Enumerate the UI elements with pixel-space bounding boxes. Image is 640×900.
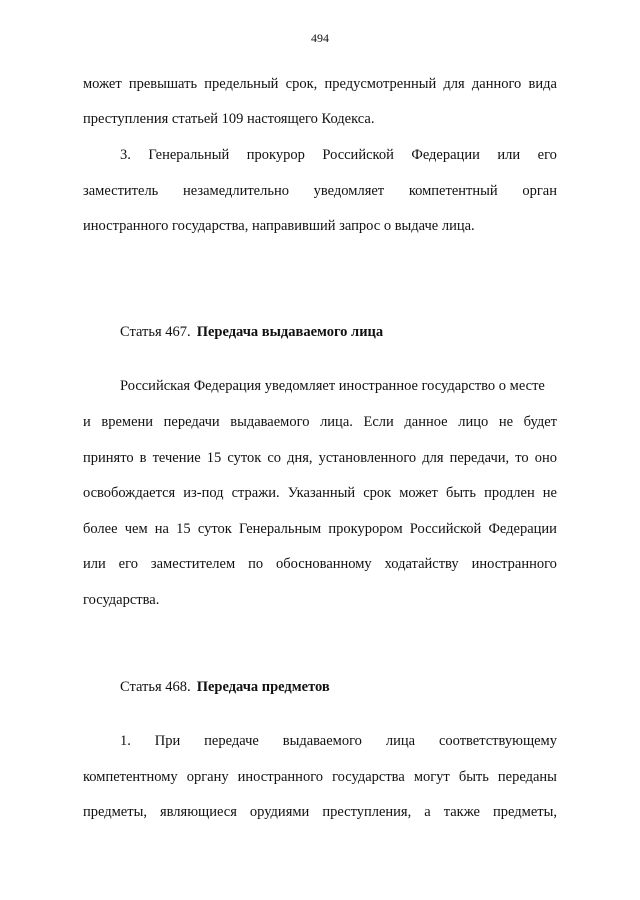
article-title: Передача предметов (196, 679, 330, 695)
word: времени (101, 414, 154, 430)
text-line (83, 413, 557, 431)
word: по (248, 556, 264, 572)
word: соответствующему (438, 733, 557, 749)
word: передачи (163, 414, 220, 430)
word: преступления, (322, 804, 412, 820)
word: Генеральный (148, 147, 230, 163)
text-line: государства. (83, 592, 160, 608)
word: передаче (204, 733, 259, 749)
word: прокурор (246, 147, 305, 163)
word: может (399, 485, 438, 501)
text-line (120, 732, 557, 750)
text-line (83, 75, 557, 93)
word: Указанный (287, 485, 356, 501)
text-line: иностранного государства, направивший запрос о выдаче лица. (83, 218, 475, 234)
word: предметы, (493, 804, 557, 820)
word: более (83, 521, 118, 537)
word: предметы, (83, 804, 147, 820)
word: данного (471, 76, 522, 92)
word: иностранного (471, 556, 557, 572)
text-line (83, 803, 557, 821)
word: прокурором (328, 521, 403, 537)
word: быть (445, 485, 477, 501)
word: иностранного (237, 769, 324, 785)
word: компетентному (83, 769, 178, 785)
word: лицо (458, 414, 489, 430)
word: обоснованному (275, 556, 372, 572)
word: также (443, 804, 480, 820)
word: продлен (484, 485, 535, 501)
text-line (83, 182, 557, 200)
word: для (422, 450, 444, 466)
word: будет (523, 414, 557, 430)
word: принято (83, 450, 134, 466)
text-line (83, 449, 557, 467)
word: переданы (497, 769, 557, 785)
word: или (497, 147, 521, 163)
word: и (83, 414, 91, 430)
word: суток (197, 521, 232, 537)
text-line (83, 484, 557, 502)
word: орудиями (249, 804, 310, 820)
text-line (120, 146, 557, 164)
word: со (267, 450, 282, 466)
word: Российской (409, 521, 482, 537)
word: не (498, 414, 514, 430)
word: незамедлительно (183, 183, 289, 199)
text-line: преступления статьей 109 настоящего Кодекса. (83, 111, 375, 127)
word: дня, (287, 450, 313, 466)
article-number: Статья 467. (120, 324, 191, 340)
word: 15 (206, 450, 222, 466)
word: срок, (285, 76, 318, 92)
word: из-под (183, 485, 224, 501)
word: установленного (318, 450, 417, 466)
text-line: Российская Федерация уведомляет иностранное государство о месте (120, 378, 545, 394)
word: 15 (176, 521, 191, 537)
word: являющиеся (159, 804, 237, 820)
word: чем (124, 521, 148, 537)
word: не (542, 485, 557, 501)
word: ходатайству (384, 556, 459, 572)
word: в (139, 450, 147, 466)
word: При (154, 733, 181, 749)
word: может (83, 76, 122, 92)
word: на (154, 521, 169, 537)
word: Федерации (411, 147, 480, 163)
word: течение (152, 450, 201, 466)
word: а (424, 804, 431, 820)
word: передачи, (449, 450, 510, 466)
word: предельный (204, 76, 279, 92)
word: заместителем (150, 556, 236, 572)
word: государства (332, 769, 405, 785)
word: органу (186, 769, 229, 785)
word: данное (404, 414, 448, 430)
word: предусмотренный (324, 76, 437, 92)
word: Если (363, 414, 394, 430)
article-title: Передача выдаваемого лица (196, 324, 384, 340)
word: лица (385, 733, 416, 749)
article-heading (120, 323, 383, 341)
word: суток (227, 450, 262, 466)
word: его (537, 147, 557, 163)
word: вида (528, 76, 557, 92)
text-line (83, 520, 557, 538)
word: Федерации (488, 521, 557, 537)
word: 1. (120, 733, 131, 749)
word: быть (458, 769, 489, 785)
word: оно (534, 450, 557, 466)
word: освобождается (83, 485, 176, 501)
word: выдаваемого (230, 414, 310, 430)
word: заместитель (83, 183, 159, 199)
page-number: 494 (311, 31, 329, 45)
word: стражи. (231, 485, 280, 501)
word: выдаваемого (282, 733, 362, 749)
word: его (118, 556, 138, 572)
word: Российской (322, 147, 394, 163)
word: то (515, 450, 529, 466)
word: орган (522, 183, 557, 199)
word: или (83, 556, 106, 572)
word: уведомляет (313, 183, 385, 199)
article-heading (120, 678, 330, 696)
word: срок (363, 485, 392, 501)
article-number: Статья 468. (120, 679, 191, 695)
word: лица. (320, 414, 353, 430)
word: Генеральным (238, 521, 322, 537)
word: компетентный (408, 183, 498, 199)
word: могут (413, 769, 450, 785)
text-line (83, 768, 557, 786)
word: превышать (128, 76, 198, 92)
text-line (83, 555, 557, 573)
word: для (443, 76, 465, 92)
word: 3. (120, 147, 131, 163)
